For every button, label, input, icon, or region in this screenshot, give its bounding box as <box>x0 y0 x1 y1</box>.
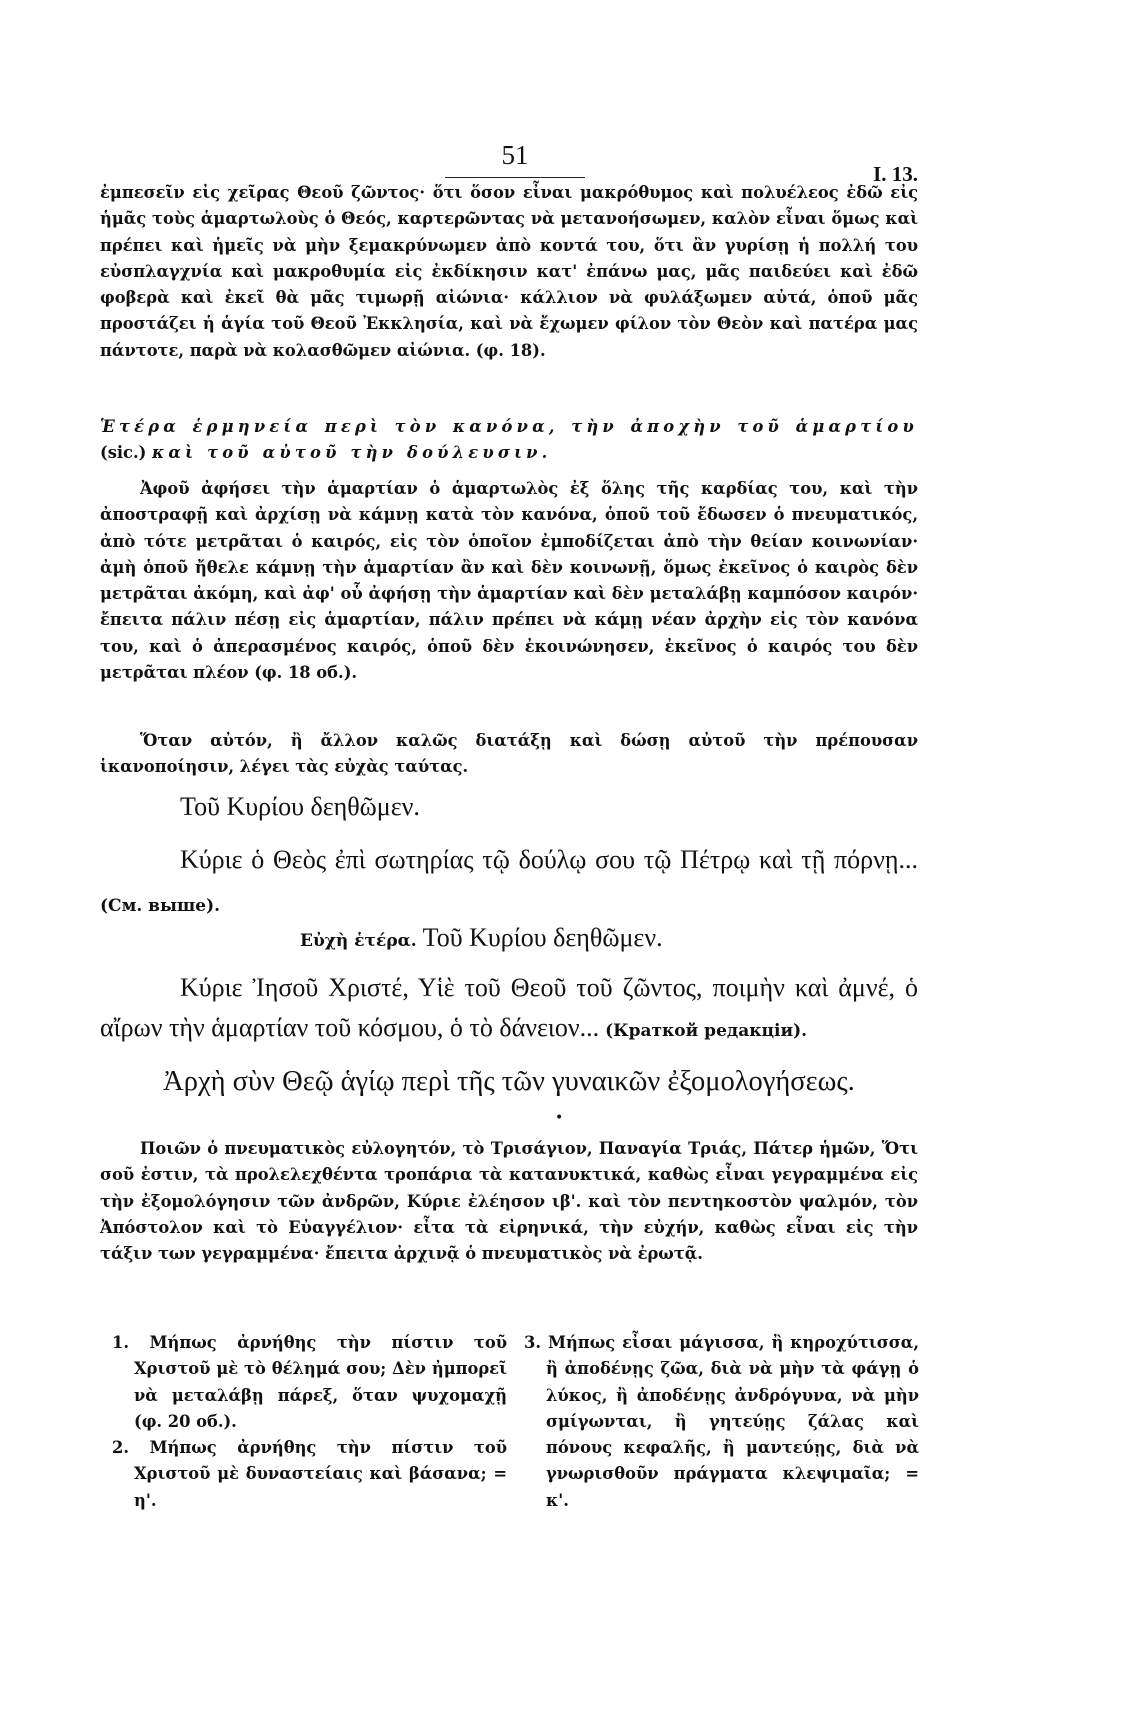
prayer-1-title: Τοῦ Κυρίου δεηθῶμεν. <box>180 792 420 821</box>
paragraph-3: Ὅταν αὐτόν, ἢ ἄλλον καλῶς διατάξῃ καὶ δώσῃ αὐτοῦ τὴν πρέπουσαν ἱκανοποίησιν, λέγει τὰς εὐχὰς ταύτας. <box>100 731 918 777</box>
question-item: 3. Μήπως εἶσαι μάγισσα, ἢ κηροχύτισσα, ἢ ἀποδένῃς ζῶα, διὰ νὰ μὴν τὰ φάγῃ ὁ λύκος, ἢ ἀποδένῃς ἀνδρόγυνα, νὰ μὴν σμίγωνται, ἢ γητεύῃς ζάλας καὶ πόνους κεφαλῆς, ἢ μαντεύῃς, διὰ νὰ γνωρισθοῦν πράγματα κλεψιμαῖα; = κ'. <box>524 1333 919 1510</box>
prayer-2-label: Εὐχὴ ἑτέρα. <box>300 931 417 951</box>
prayer-1-note: (См. выше). <box>100 896 221 916</box>
main-heading: Ἀρχὴ σὺν Θεῷ ἁγίῳ περὶ τῆς τῶν γυναικῶν ἐξομολογήσεως. <box>163 1066 855 1097</box>
section-reference: I. 13. <box>873 162 918 186</box>
heading-2 <box>100 414 918 467</box>
prayer-2-text: Κύριε Ἰησοῦ Χριστέ, Υἱὲ τοῦ Θεοῦ τοῦ ζῶντος, ποιμὴν καὶ ἀμνέ, ὁ αἴρων τὴν ἁμαρτίαν τοῦ κόσμου, ὁ τὸ δάνειον... <box>100 973 918 1042</box>
question-item: 2. Μήπως ἀρνήθης τὴν πίστιν τοῦ Χριστοῦ μὲ δυναστείαις καὶ βάσανα; = η'. <box>112 1438 507 1510</box>
question-item: 1. Μήπως ἀρνήθης τὴν πίστιν τοῦ Χριστοῦ μὲ τὸ θέλημά σου; Δὲν ἠμπορεῖ νὰ μεταλάβῃ πάρεξ, ὅταν ψυχομαχῇ (φ. 20 οб.). <box>112 1333 507 1431</box>
page-number: 51 <box>445 140 585 178</box>
prayer-1-text: Κύριε ὁ Θεὸς ἐπὶ σωτηρίας τῷ δούλῳ σου τῷ Πέτρῳ καὶ τῇ πόρνῃ... <box>180 845 918 874</box>
prayer-2-title: Τοῦ Κυρίου δεηθῶμεν. <box>416 923 663 952</box>
questions-right-column <box>524 1330 919 1514</box>
paragraph-1: ἐμπεσεῖν εἰς χεῖρας Θεοῦ ζῶντος· ὅτι ὅσον εἶναι μακρόθυμος καὶ πολυέλεος ἐδῶ εἰς ἡμᾶς τοὺς ἁμαρτωλοὺς ὁ Θεός, καρτερῶντας νὰ μετανοήσωμεν, καλὸν εἶναι ὅμως καὶ πρέπει καὶ ἡμεῖς νὰ μὴν ξεμακρύνωμεν ἀπὸ κοντά του, ὅτι ἂν γυρίσῃ ἡ πολλή του εὐσπλαγχνία καὶ μακροθυμία εἰς ἐκδίκησιν κατ' ἐπάνω μας, μᾶς παιδεύει καὶ ἐδῶ φοβερὰ καὶ ἐκεῖ θὰ μᾶς τιμωρῇ αἰώνια· κάλλιον νὰ φυλάξωμεν αὐτά, ὁποῦ μᾶς προστάζει ἡ ἁγία τοῦ Θεοῦ Ἐκκλησία, καὶ νὰ ἔχωμεν φίλον τὸν Θεὸν καὶ πατέρα μας πάντοτε, παρὰ νὰ κολασθῶμεν αἰώνια. (φ. 18). <box>100 183 918 360</box>
prayer-2-heading <box>300 918 663 961</box>
paragraph-2: Ἀφοῦ ἀφήσει τὴν ἁμαρτίαν ὁ ἁμαρτωλὸς ἐξ ὅλης τῆς καρδίας του, καὶ τὴν ἀποστραφῇ καὶ ἀρχίσῃ νὰ κάμνῃ κατὰ τὸν κανόνα, ὁποῦ τοῦ ἔδωσεν ὁ πνευματικός, ἀπὸ τότε μετρᾶται ὁ καιρός, εἰς τὸν ὁποῖον ἐμποδίζεται ἀπὸ τὴν θείαν κοινωνίαν· ἀμὴ ὁποῦ ἤθελε κάμνῃ τὴν ἁμαρτίαν ἂν καὶ δὲν κοινωνῇ, ὅμως ἐκεῖνος ὁ καιρὸς δὲν μετρᾶται ἀκόμη, καὶ ἀφ' οὗ ἀφήσῃ τὴν ἁμαρτίαν καὶ δὲν μεταλάβῃ καμπόσον καιρόν· ἔπειτα πάλιν πέσῃ εἰς ἁμαρτίαν, πάλιν πρέπει νὰ κάμῃ νέαν ἀρχὴν εἰς τὸν κανόνα του, καὶ ὁ ἀπερασμένος καιρός, ὁποῦ δὲν ἐκοινώνησεν, ἐκεῖνος ὁ καιρός του δὲν μετρᾶται πλέον (φ. 18 οб.). <box>100 479 918 683</box>
paragraph-4: Ποιῶν ὁ πνευματικὸς εὐλογητόν, τὸ Τρισάγιον, Παναγία Τριάς, Πάτερ ἡμῶν, Ὅτι σοῦ ἐστιν, τὰ προλελεχθέντα τροπάρια τὰ κατανυκτικά, καθὼς εἶναι γεγραμμένα εἰς τὴν ἐξομολόγησιν τῶν ἀνδρῶν, Κύριε ἐλέησον ιβ'. καὶ τὸν πεντηκοστὸν ψαλμόν, τὸν Ἀπόστολον καὶ τὸ Εὐαγγέλιον· εἶτα τὰ εἰρηνικά, τὴν εὐχήν, καθὼς εἶναι εἰς τὴν τάξιν των γεγραμμένα· ἔπειτα ἀρχινᾷ ὁ πνευματικὸς νὰ ἐρωτᾷ. <box>100 1139 918 1264</box>
questions-left-column <box>112 1330 507 1514</box>
prayer-2 <box>100 968 918 1051</box>
prayer-1 <box>100 840 918 926</box>
prayer-2-note: (Краткой редакціи). <box>599 1021 808 1041</box>
heading-2-part-b: καὶ τοῦ αὐτοῦ τὴν δούλευσιν. <box>152 443 552 463</box>
heading-2-sic: (sic.) <box>100 443 153 463</box>
ornament-dot: • <box>555 1110 564 1126</box>
heading-2-part-a: Ἑτέρα ἑρμηνεία περὶ τὸν κανόνα, τὴν ἀποχὴν τοῦ ἁμαρτίου <box>100 417 918 436</box>
